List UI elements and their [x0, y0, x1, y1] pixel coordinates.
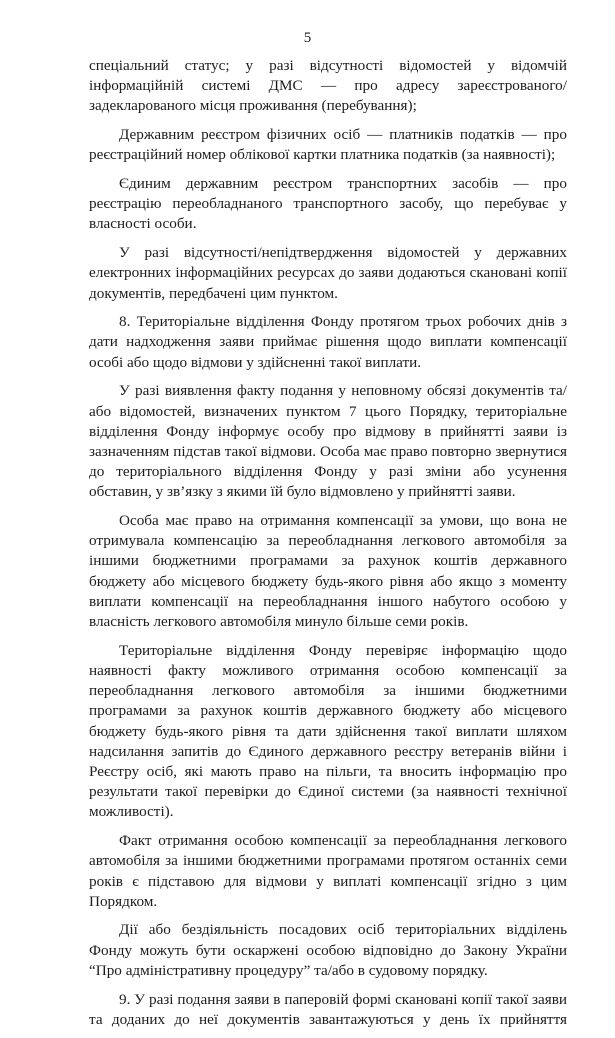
paragraph-clause-8: 8. Територіальне відділення Фонду протягом трьох робочих днів з дати надходження заяви приймає рішення щодо виплати компенсації особі або щодо відмови у здійсненні такої виплати.: [89, 313, 567, 371]
paragraph-incomplete-docs: У разі виявлення факту подання у неповному обсязі документів та/або відомостей, визначених пунктом 7 цього Порядку, територіальне відділення Фонду інформує особу про відмову в прийнятті заяви із зазначенням підстав такої відмови. Особа має право повторно звернутися до територіального відділення Фонду у разі зміни або усунення обставин, у зв’язку з якими їй було відмовлено у прийнятті заяви.: [89, 382, 567, 501]
paragraph-appeal: Дії або бездіяльність посадових осіб територіальних відділень Фонду можуть бути оскаржені особою відповідно до Закону України “Про адміністративну процедуру” та/або в судовому порядку.: [89, 921, 567, 979]
paragraph-verification: Територіальне відділення Фонду перевіряє інформацію щодо наявності факту можливого отримання особою компенсації за переобладнання легкового автомобіля за іншими бюджетними програмами за рахунок коштів державного бюджету або місцевого бюджету будь-якого рівня та дати здійснення такої виплати шляхом надсилання запитів до Єдиного державного реєстру ветеранів війни і Реєстру осіб, які мають право на пільги, та вносить інформацію про результати такої перевірки до Єдиної системи (за наявності технічної можливості).: [89, 641, 567, 821]
paragraph-clause-9: 9. У разі подання заяви в паперовій формі скановані копії такої заяви та доданих до неї документів завантажуються у день їх прийняття: [89, 990, 567, 1028]
paragraph-missing-info: У разі відсутності/непідтвердження відомостей у державних електронних інформаційних ресурсах до заяви додаються скановані копії документів, передбачені цим пунктом.: [89, 244, 567, 302]
paragraph-refusal-basis: Факт отримання особою компенсації за переобладнання легкового автомобіля за іншими бюджетними програмами протягом останніх семи років є підставою для відмови у виплаті компенсації згідно з цим Порядком.: [89, 832, 567, 910]
paragraph-tax-registry: Державним реєстром фізичних осіб — платників податків — про реєстраційний номер облікової картки платника податків (за наявності);: [89, 126, 567, 164]
document-body: [89, 56, 567, 1038]
page-number: 5: [303, 30, 312, 46]
paragraph-dms-address: спеціальний статус; у разі відсутності відомостей у відомчій інформаційній системі ДМС — про адресу зареєстрованого/задекларованого місця проживання (перебування);: [89, 57, 567, 115]
paragraph-vehicle-registry: Єдиним державним реєстром транспортних засобів — про реєстрацію переобладнаного транспортного засобу, що перебуває у власності особи.: [89, 175, 567, 233]
paragraph-eligibility: Особа має право на отримання компенсації за умови, що вона не отримувала компенсацію за переобладнання легкового автомобіля за іншими бюджетними програмами за рахунок коштів державного бюджету або місцевого бюджету будь-якого рівня або якщо з моменту виплати компенсації на переобладнання іншого набутого особою у власність легкового автомобіля минуло більше семи років.: [89, 512, 567, 631]
